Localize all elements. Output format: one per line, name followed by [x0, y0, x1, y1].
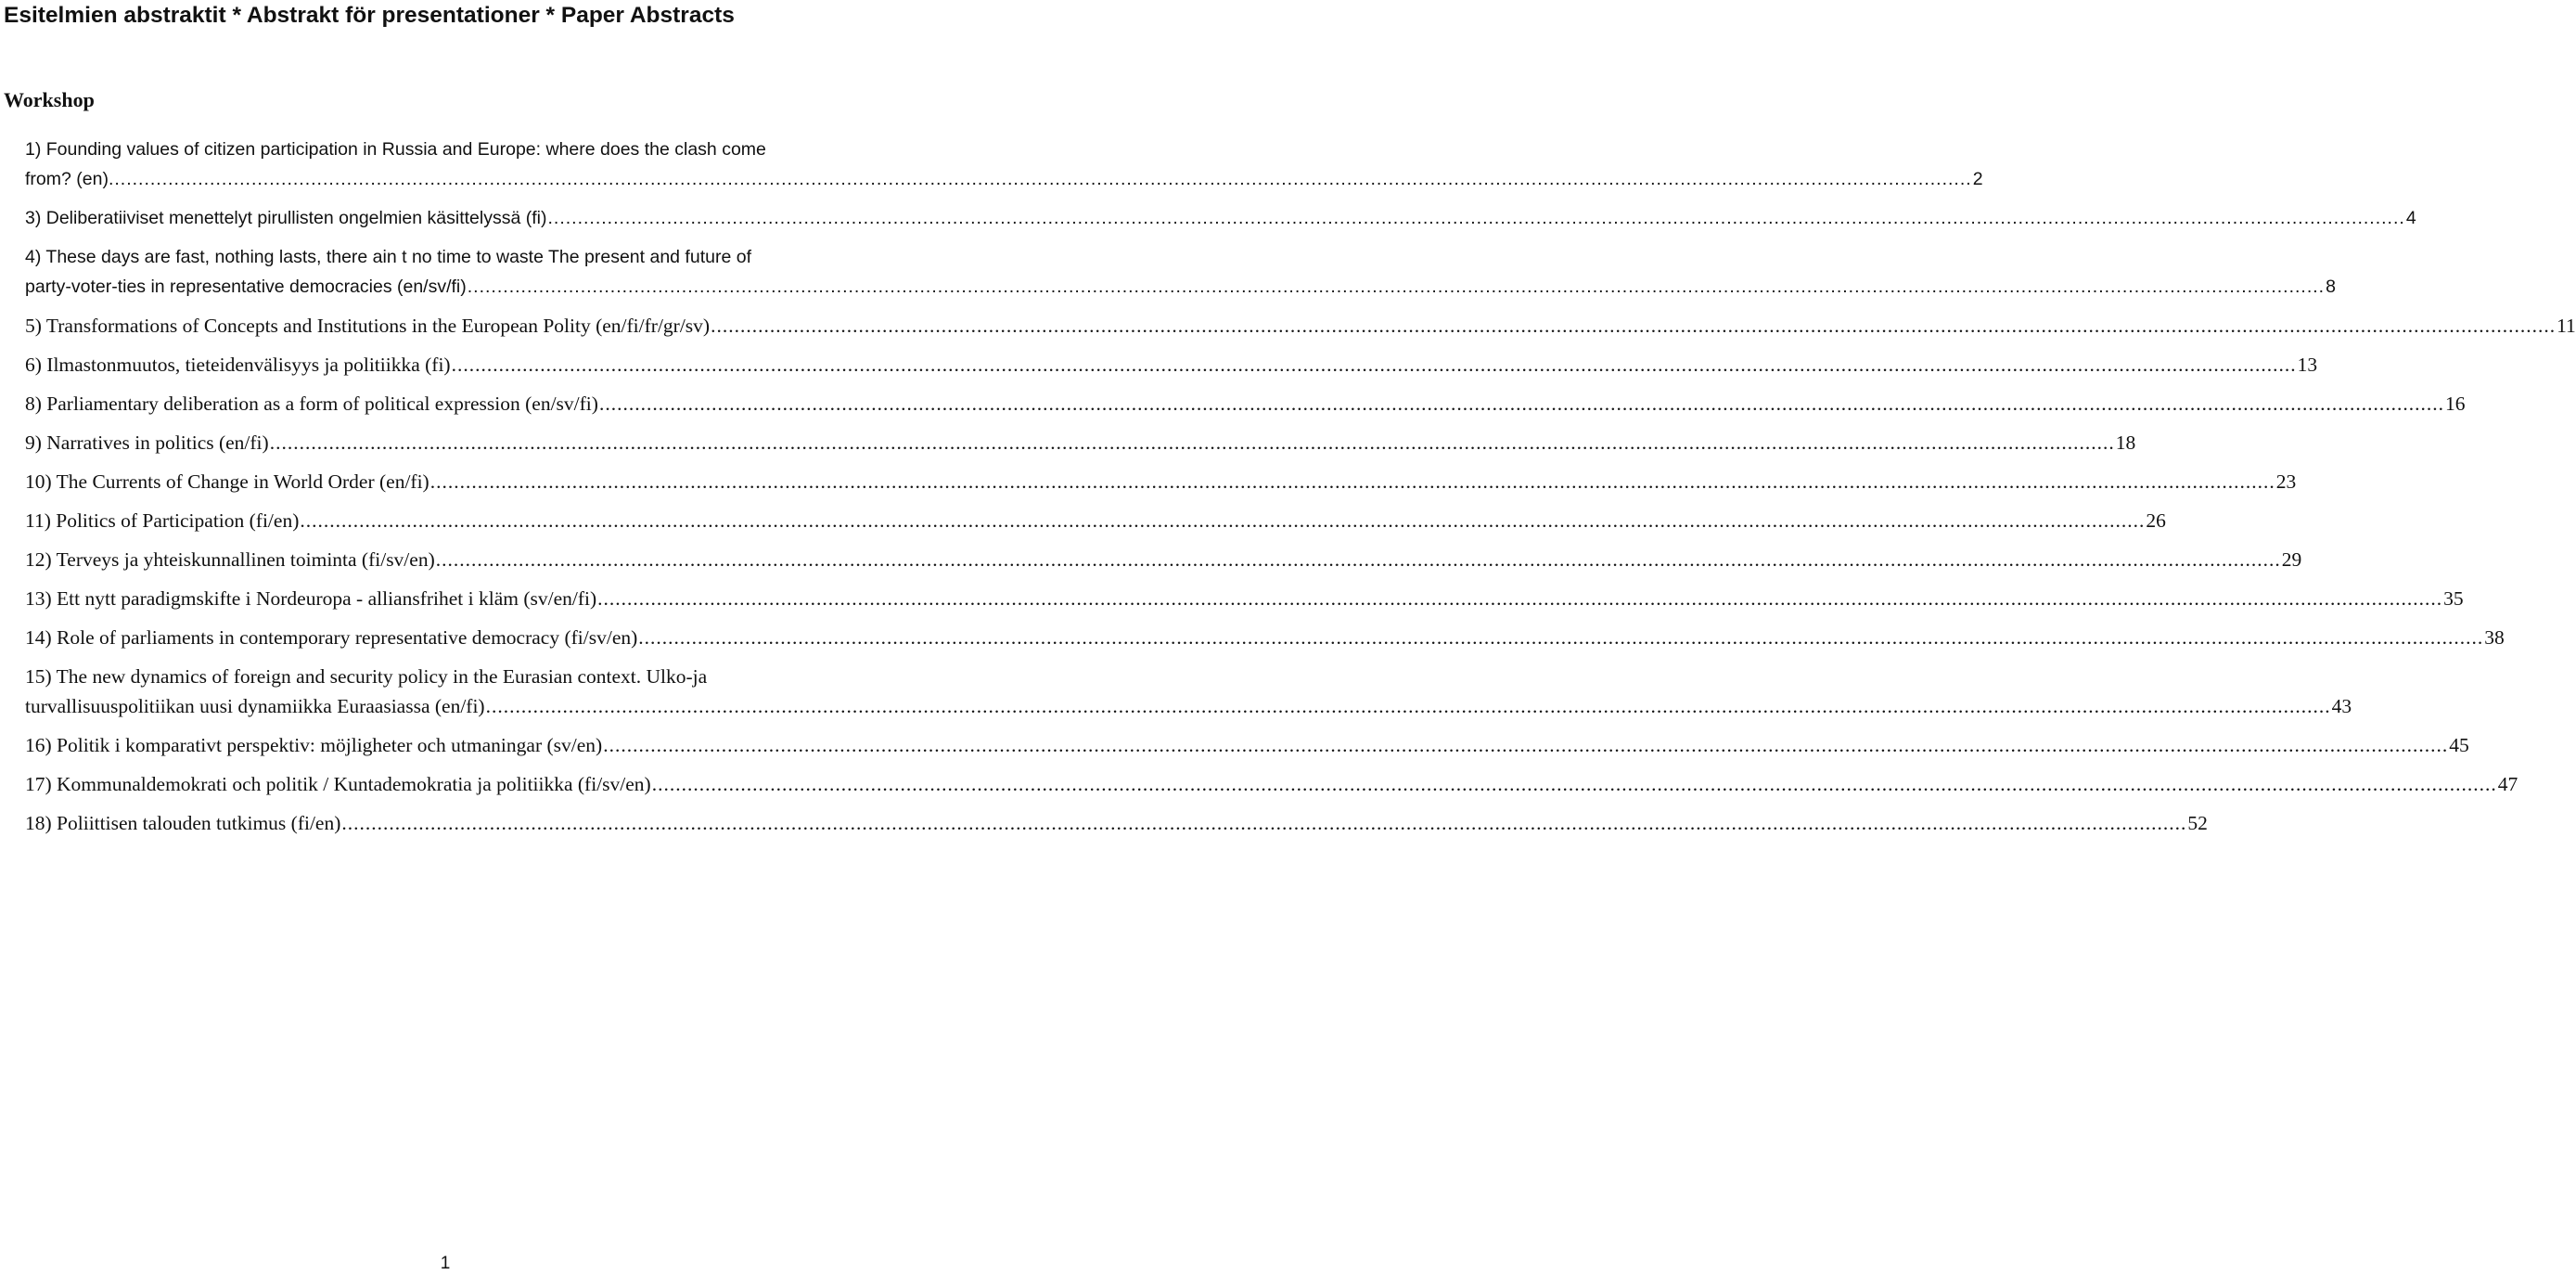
- toc-page-number: 16: [2444, 393, 2466, 415]
- toc-entry-title-line: 4) These days are fast, nothing lasts, there ain t no time to waste The present and future of: [25, 247, 751, 267]
- toc-entry-title: 8) Parliamentary deliberation as a form of political expression (en/sv/fi): [25, 393, 598, 415]
- document-title: Esitelmien abstraktit * Abstrakt för presentationer * Paper Abstracts: [4, 3, 735, 28]
- table-of-contents: [25, 135, 2576, 847]
- toc-page-number: 38: [2484, 626, 2505, 649]
- toc-entry-title: 13) Ett nytt paradigmskifte i Nordeuropa - alliansfrihet i kläm (sv/en/fi): [25, 587, 597, 610]
- toc-entry[interactable]: [25, 769, 2518, 799]
- toc-entry-title: 17) Kommunaldemokrati och politik / Kuntademokratia ja politiikka (fi/sv/en): [25, 773, 651, 795]
- toc-entry[interactable]: [25, 584, 2464, 613]
- toc-entry-title: 3) Deliberatiiviset menettelyt pirullisten ongelmien käsittelyssä (fi): [25, 208, 547, 228]
- toc-entry-title: 5) Transformations of Concepts and Institutions in the European Polity (en/fi/fr/gr/sv): [25, 315, 711, 337]
- toc-page-number: 26: [2146, 509, 2166, 532]
- toc-entry-title: 10) The Currents of Change in World Order (en/fi): [25, 470, 429, 493]
- dot-leader: [547, 203, 2404, 233]
- toc-entry[interactable]: [25, 135, 1983, 194]
- toc-page-number: 35: [2443, 587, 2464, 610]
- toc-page-number: 18: [2115, 431, 2136, 454]
- toc-entry-title: turvallisuuspolitiikan uusi dynamiikka Euraasiassa (en/fi): [25, 695, 485, 717]
- dot-leader: [711, 311, 2556, 341]
- toc-entry[interactable]: [25, 428, 2136, 457]
- dot-leader: [603, 730, 2448, 760]
- toc-entry[interactable]: [25, 350, 2318, 380]
- toc-entry-title: 12) Terveys ja yhteiskunnallinen toiminta (fi/sv/en): [25, 548, 435, 571]
- dot-leader: [486, 691, 2331, 721]
- toc-entry[interactable]: [25, 662, 2352, 721]
- page-number: 1: [440, 1254, 451, 1273]
- toc-entry-title: 16) Politik i komparativt perspektiv: möjligheter och utmaningar (sv/en): [25, 734, 603, 756]
- dot-leader: [270, 428, 2115, 457]
- dot-leader: [430, 467, 2275, 496]
- toc-entry-title: 9) Narratives in politics (en/fi): [25, 431, 269, 454]
- dot-leader: [300, 506, 2145, 535]
- toc-entry[interactable]: [25, 506, 2166, 535]
- toc-entry[interactable]: [25, 730, 2469, 760]
- toc-entry-title: 18) Poliittisen talouden tutkimus (fi/en): [25, 812, 341, 834]
- toc-entry-title: 6) Ilmastonmuutos, tieteidenvälisyys ja politiikka (fi): [25, 354, 451, 376]
- toc-page-number: 43: [2331, 695, 2352, 717]
- toc-entry[interactable]: [25, 242, 2336, 302]
- toc-entry-title: party-voter-ties in representative democracies (en/sv/fi): [25, 277, 467, 297]
- toc-page-number: 47: [2497, 773, 2518, 795]
- toc-entry-title-line: 1) Founding values of citizen participation in Russia and Europe: where does the clash come: [25, 139, 766, 160]
- dot-leader: [638, 623, 2483, 652]
- toc-entry-title: 14) Role of parliaments in contemporary representative democracy (fi/sv/en): [25, 626, 638, 649]
- toc-entry[interactable]: [25, 389, 2466, 419]
- dot-leader: [114, 164, 1971, 194]
- toc-entry[interactable]: [25, 311, 2576, 341]
- dot-leader: [436, 545, 2281, 574]
- toc-page-number: 52: [2187, 812, 2208, 834]
- toc-entry-title-line: 15) The new dynamics of foreign and security policy in the Eurasian context. Ulko-ja: [25, 665, 708, 688]
- toc-entry[interactable]: [25, 545, 2302, 574]
- dot-leader: [652, 769, 2497, 799]
- toc-entry[interactable]: [25, 467, 2297, 496]
- toc-entry-title: from? (en).: [25, 169, 114, 189]
- toc-entry[interactable]: [25, 808, 2208, 838]
- toc-entry[interactable]: [25, 623, 2505, 652]
- toc-page-number: 29: [2281, 548, 2302, 571]
- toc-entry-title: 11) Politics of Participation (fi/en): [25, 509, 300, 532]
- toc-page-number: 11: [2557, 315, 2576, 337]
- toc-entry[interactable]: [25, 203, 2416, 233]
- dot-leader: [468, 272, 2325, 302]
- section-heading: Workshop: [4, 88, 95, 111]
- toc-page-number: 45: [2449, 734, 2469, 756]
- toc-page-number: 23: [2275, 470, 2297, 493]
- dot-leader: [452, 350, 2297, 380]
- toc-page-number: 4: [2405, 208, 2416, 228]
- toc-page-number: 2: [1972, 169, 1983, 189]
- toc-page-number: 13: [2297, 354, 2318, 376]
- dot-leader: [599, 389, 2444, 419]
- dot-leader: [597, 584, 2442, 613]
- dot-leader: [341, 808, 2186, 838]
- toc-page-number: 8: [2326, 277, 2336, 297]
